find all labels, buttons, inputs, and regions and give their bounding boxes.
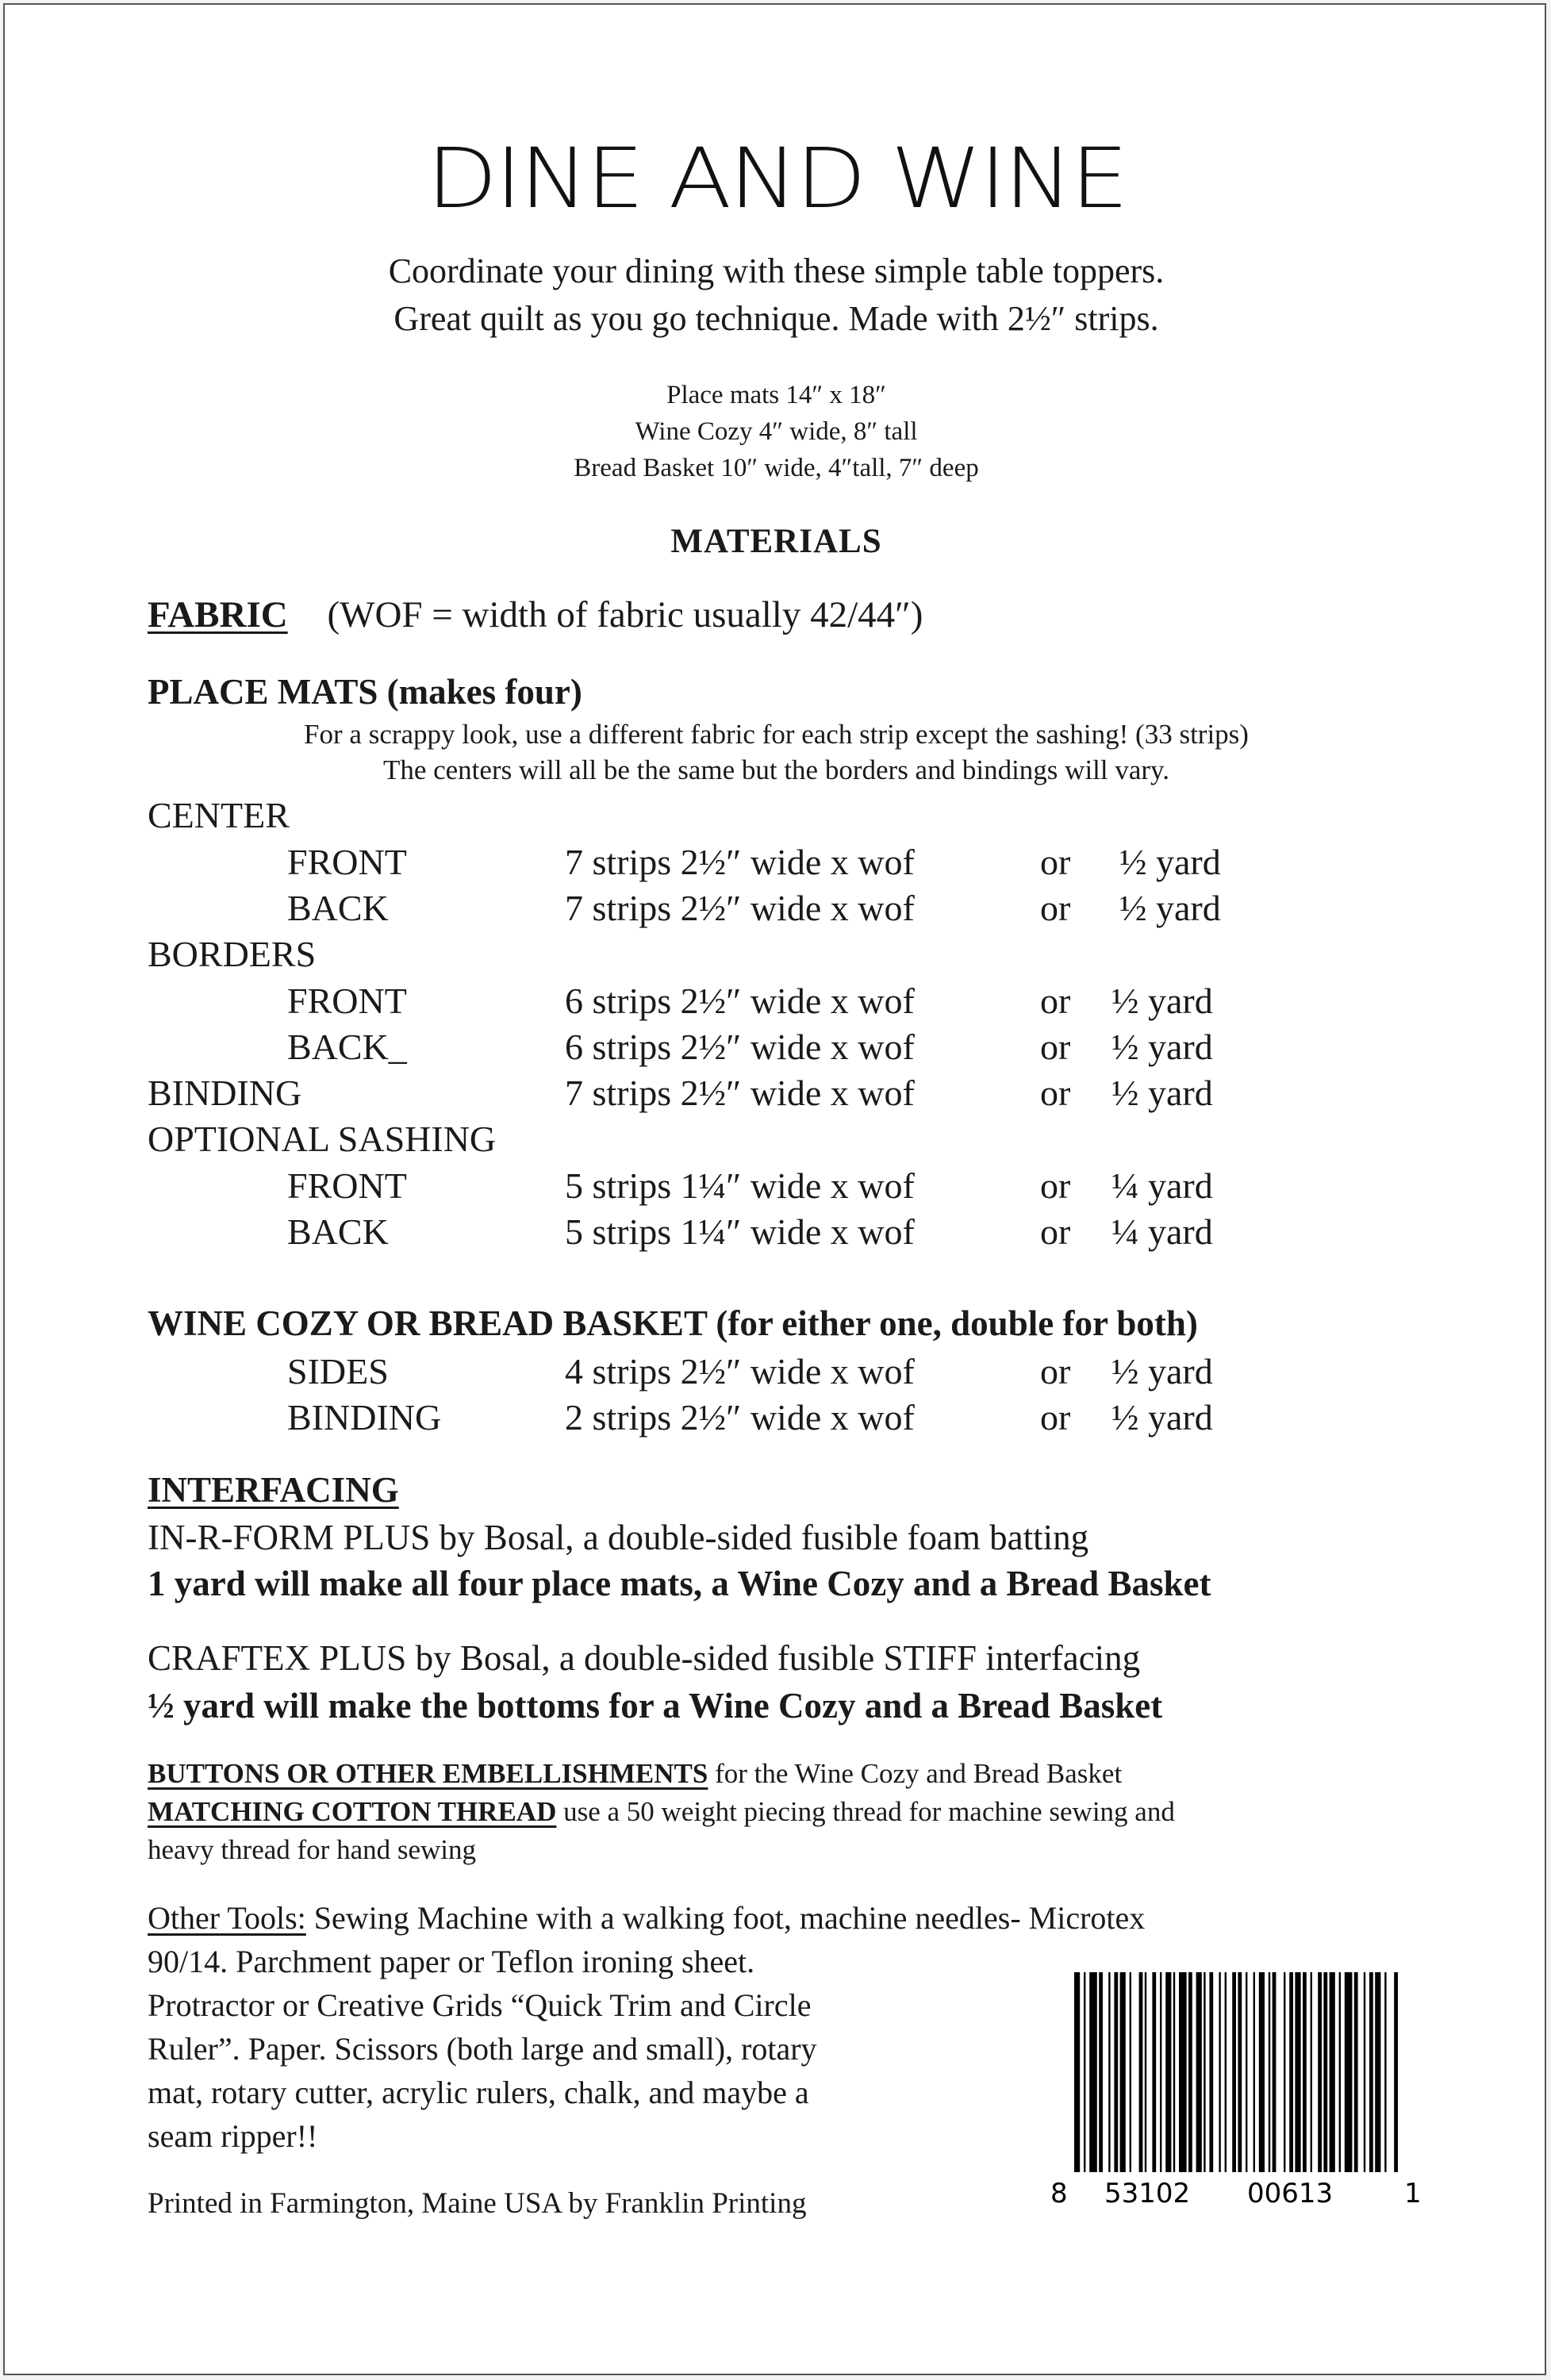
row-spec: 5 strips 1¼″ wide x wof xyxy=(565,1165,915,1206)
row-or: or xyxy=(1040,981,1071,1021)
row-part: FRONT xyxy=(287,842,407,882)
barcode-bar xyxy=(1238,1972,1242,2180)
barcode-bar xyxy=(1188,1972,1192,2180)
row-spec: 6 strips 2½″ wide x wof xyxy=(565,1027,915,1067)
barcode-bar xyxy=(1114,1972,1118,2180)
row-or: or xyxy=(1040,1211,1071,1252)
tools-line-5: mat, rotary cutter, acrylic rulers, chalk, and maybe a xyxy=(148,2075,809,2110)
sashing-label: OPTIONAL SASHING xyxy=(148,1119,497,1159)
barcode-bar xyxy=(1295,1972,1300,2180)
barcode-bar xyxy=(1152,1972,1156,2180)
barcode-bar xyxy=(1330,1972,1335,2180)
barcode-left-group: 53102 xyxy=(1104,2178,1191,2209)
dimension-bread-basket: Bread Basket 10″ wide, 4″tall, 7″ deep xyxy=(574,454,979,482)
materials-heading: MATERIALS xyxy=(670,523,882,560)
row-or: or xyxy=(1040,1351,1071,1392)
barcode-bar xyxy=(1173,1972,1175,2180)
barcode-bar xyxy=(1339,1972,1341,2180)
intro-line-2: Great quilt as you go technique. Made with 2½″ strips. xyxy=(394,299,1159,338)
barcode-bar xyxy=(1196,1972,1202,2180)
place-mats-note-1: For a scrappy look, use a different fabric for each strip except the sashing! (33 strips) xyxy=(304,719,1249,750)
barcode-bar xyxy=(1145,1972,1146,2180)
barcode-lead-digit: 8 xyxy=(1050,2178,1068,2209)
interfacing-item1-line1: IN-R-FORM PLUS by Bosal, a double-sided fusible foam batting xyxy=(148,1518,1089,1557)
barcode-bar xyxy=(1303,1972,1307,2180)
interfacing-item2-line2: ½ yard will make the bottoms for a Wine Cozy and a Bread Basket xyxy=(148,1686,1163,1726)
barcode-bar xyxy=(1364,1972,1365,2180)
row-yard: ½ yard xyxy=(1111,1073,1213,1113)
tools-line-4: Ruler”. Paper. Scissors (both large and small), rotary xyxy=(148,2031,817,2067)
barcode-bar xyxy=(1269,1972,1270,2180)
row-or: or xyxy=(1040,1165,1071,1206)
barcode-bar xyxy=(1209,1972,1213,2180)
printed-credit: Printed in Farmington, Maine USA by Franklin Printing xyxy=(148,2187,807,2220)
barcode-bar xyxy=(1120,1972,1126,2180)
barcode-bar xyxy=(1225,1972,1227,2180)
barcode-bar xyxy=(1108,1972,1110,2180)
buttons-line xyxy=(148,1758,1122,1790)
row-part: BACK xyxy=(287,1211,389,1252)
row-part: BACK_ xyxy=(287,1027,407,1067)
barcode-bar xyxy=(1139,1972,1143,2180)
row-yard: ½ yard xyxy=(1111,1027,1213,1067)
barcode-bar xyxy=(1345,1972,1353,2180)
tools-line-3: Protractor or Creative Grids “Quick Trim and Circle xyxy=(148,1987,812,2023)
place-mats-note-2: The centers will all be the same but the borders and bindings will vary. xyxy=(382,754,1170,785)
barcode-bar xyxy=(1354,1972,1358,2180)
barcode-bar xyxy=(1253,1972,1255,2180)
row-spec: 2 strips 2½″ wide x wof xyxy=(565,1397,915,1438)
borders-label: BORDERS xyxy=(148,934,317,974)
row-spec: 7 strips 2½″ wide x wof xyxy=(565,842,915,882)
upc-barcode xyxy=(1050,1972,1423,2210)
barcode-bar xyxy=(1273,1972,1277,2180)
row-part: BACK xyxy=(287,888,389,928)
row-spec: 7 strips 2½″ wide x wof xyxy=(565,1073,915,1113)
barcode-bar xyxy=(1232,1972,1236,2180)
barcode-bar xyxy=(1074,1972,1080,2180)
row-or: or xyxy=(1040,1397,1071,1438)
row-spec: 4 strips 2½″ wide x wof xyxy=(565,1351,915,1392)
tools-label: Other Tools: xyxy=(148,1900,306,1936)
row-yard: ½ yard xyxy=(1111,981,1213,1021)
barcode-bar xyxy=(1375,1972,1380,2180)
row-or: or xyxy=(1040,842,1071,882)
tools-line1-text: Sewing Machine with a walking foot, machine needles- Microtex xyxy=(305,1900,1146,1936)
place-mats-heading: PLACE MATS (makes four) xyxy=(148,672,582,712)
barcode-bar xyxy=(1311,1972,1312,2180)
barcode-bar xyxy=(1130,1972,1131,2180)
barcode-bar xyxy=(1284,1972,1285,2180)
center-label: CENTER xyxy=(148,795,290,835)
barcode-bar xyxy=(1165,1972,1171,2180)
document-page xyxy=(3,3,1546,2375)
document-title: DINE AND WINE xyxy=(426,130,1127,227)
barcode-bar xyxy=(1289,1972,1293,2180)
barcode-bar xyxy=(1394,1972,1398,2180)
row-or: or xyxy=(1040,1073,1071,1113)
row-part: SIDES xyxy=(287,1351,389,1392)
fabric-line xyxy=(148,593,923,636)
thread-line xyxy=(148,1796,1175,1828)
barcode-bar xyxy=(1384,1972,1386,2180)
row-yard: ½ yard xyxy=(1111,1397,1213,1438)
row-yard: ¼ yard xyxy=(1111,1165,1213,1206)
row-spec: 6 strips 2½″ wide x wof xyxy=(565,981,915,1021)
interfacing-heading: INTERFACING xyxy=(148,1470,399,1510)
fabric-note: (WOF = width of fabric usually 42/44″) xyxy=(327,594,923,635)
thread-line-2: heavy thread for hand sewing xyxy=(148,1834,477,1865)
barcode-bars xyxy=(1050,1972,1423,2210)
buttons-text: for the Wine Cozy and Bread Basket xyxy=(708,1758,1123,1789)
row-or: or xyxy=(1040,1027,1071,1067)
barcode-check-digit: 1 xyxy=(1404,2178,1422,2209)
barcode-bar xyxy=(1084,1972,1085,2180)
barcode-bar xyxy=(1259,1972,1265,2180)
intro-line-1: Coordinate your dining with these simple table toppers. xyxy=(388,251,1165,290)
dimension-place-mats: Place mats 14″ x 18″ xyxy=(666,381,886,409)
row-yard: ¼ yard xyxy=(1111,1211,1213,1252)
thread-label: MATCHING COTTON THREAD xyxy=(148,1796,557,1827)
tools-line-2: 90/14. Parchment paper or Teflon ironing sheet. xyxy=(148,1944,755,1979)
interfacing-item1-line2: 1 yard will make all four place mats, a Wine Cozy and a Bread Basket xyxy=(148,1564,1211,1603)
row-spec: 7 strips 2½″ wide x wof xyxy=(565,888,915,928)
barcode-right-group: 00613 xyxy=(1247,2178,1334,2209)
row-part: FRONT xyxy=(287,981,407,1021)
barcode-bar xyxy=(1318,1972,1322,2180)
barcode-bar xyxy=(1089,1972,1097,2180)
barcode-bar xyxy=(1246,1972,1247,2180)
barcode-bar xyxy=(1099,1972,1103,2180)
barcode-bar xyxy=(1369,1972,1373,2180)
row-or: or xyxy=(1040,888,1071,928)
barcode-bar xyxy=(1204,1972,1205,2180)
row-yard: ½ yard xyxy=(1119,842,1221,882)
barcode-bar xyxy=(1179,1972,1187,2180)
fabric-label: FABRIC xyxy=(148,594,288,635)
interfacing-item2-line1: CRAFTEX PLUS by Bosal, a double-sided fusible STIFF interfacing xyxy=(148,1638,1141,1678)
row-yard: ½ yard xyxy=(1119,888,1221,928)
row-part: BINDING xyxy=(287,1397,442,1438)
thread-text: use a 50 weight piecing thread for machine sewing and xyxy=(556,1796,1175,1827)
tools-line-1 xyxy=(148,1896,1145,1940)
row-part: BINDING xyxy=(148,1073,302,1113)
buttons-label: BUTTONS OR OTHER EMBELLISHMENTS xyxy=(148,1758,708,1789)
dimension-wine-cozy: Wine Cozy 4″ wide, 8″ tall xyxy=(635,417,918,446)
barcode-bar xyxy=(1323,1972,1327,2180)
barcode-bar xyxy=(1160,1972,1161,2180)
row-part: FRONT xyxy=(287,1165,407,1206)
row-yard: ½ yard xyxy=(1111,1351,1213,1392)
wine-cozy-heading: WINE COZY OR BREAD BASKET (for either one, double for both) xyxy=(148,1303,1198,1343)
tools-line-6: seam ripper!! xyxy=(148,2118,318,2154)
row-spec: 5 strips 1¼″ wide x wof xyxy=(565,1211,915,1252)
barcode-bar xyxy=(1219,1972,1220,2180)
